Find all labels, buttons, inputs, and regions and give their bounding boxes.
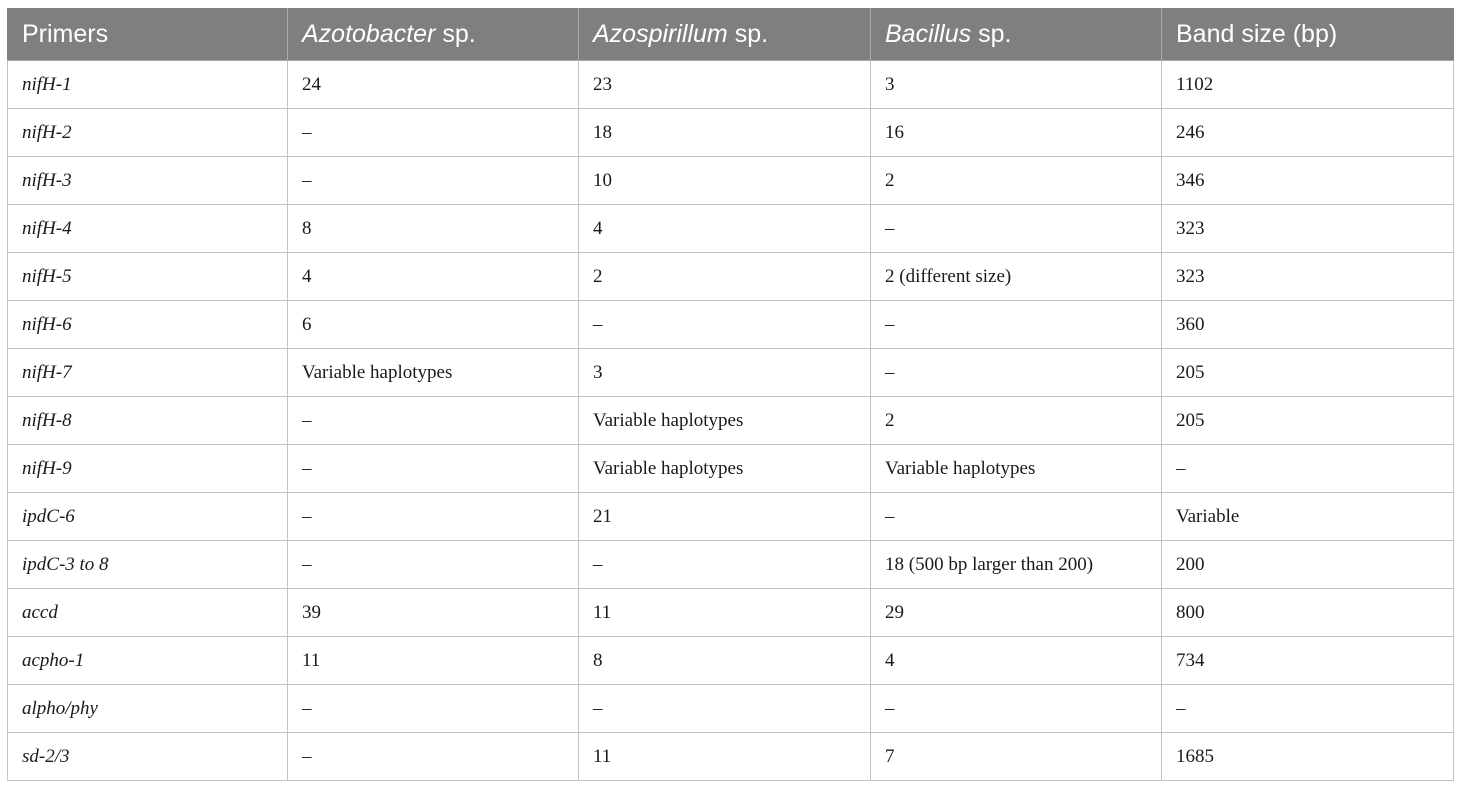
- cell-azotobacter: –: [288, 157, 579, 205]
- cell-bacillus: 4: [871, 637, 1162, 685]
- cell-band-size: 1102: [1162, 61, 1454, 109]
- cell-azotobacter: 6: [288, 301, 579, 349]
- cell-azotobacter: –: [288, 397, 579, 445]
- cell-band-size: 200: [1162, 541, 1454, 589]
- cell-primer: acpho-1: [8, 637, 288, 685]
- cell-bacillus: 3: [871, 61, 1162, 109]
- cell-primer: nifH-5: [8, 253, 288, 301]
- table-body: [8, 61, 1454, 781]
- cell-band-size: 1685: [1162, 733, 1454, 781]
- cell-azotobacter: 11: [288, 637, 579, 685]
- cell-azospirillum: 21: [579, 493, 871, 541]
- cell-azotobacter: 24: [288, 61, 579, 109]
- header-azospirillum-suffix: sp.: [727, 20, 769, 48]
- cell-bacillus: 16: [871, 109, 1162, 157]
- header-bacillus: [871, 9, 1162, 61]
- header-azospirillum-genus: Azospirillum: [593, 20, 728, 48]
- table-row: [8, 685, 1454, 733]
- cell-bacillus: –: [871, 349, 1162, 397]
- cell-band-size: 346: [1162, 157, 1454, 205]
- cell-azotobacter: –: [288, 445, 579, 493]
- cell-azotobacter: –: [288, 541, 579, 589]
- cell-primer: ipdC-6: [8, 493, 288, 541]
- header-bacillus-suffix: sp.: [971, 20, 1012, 48]
- cell-primer: nifH-2: [8, 109, 288, 157]
- cell-band-size: Variable: [1162, 493, 1454, 541]
- header-row: [8, 9, 1454, 61]
- cell-azospirillum: 2: [579, 253, 871, 301]
- cell-azospirillum: Variable haplotypes: [579, 397, 871, 445]
- header-azotobacter-genus: Azotobacter: [302, 20, 436, 48]
- header-band-size: [1162, 9, 1454, 61]
- cell-bacillus: 2: [871, 157, 1162, 205]
- table-row: [8, 157, 1454, 205]
- cell-band-size: 323: [1162, 253, 1454, 301]
- cell-azospirillum: 23: [579, 61, 871, 109]
- cell-azospirillum: 18: [579, 109, 871, 157]
- table-row: [8, 61, 1454, 109]
- cell-azospirillum: 11: [579, 733, 871, 781]
- cell-band-size: 360: [1162, 301, 1454, 349]
- header-azotobacter: [288, 9, 579, 61]
- table-row: [8, 637, 1454, 685]
- header-primers: [8, 9, 288, 61]
- cell-band-size: –: [1162, 685, 1454, 733]
- cell-azotobacter: 8: [288, 205, 579, 253]
- cell-primer: alpho/phy: [8, 685, 288, 733]
- cell-bacillus: 2 (different size): [871, 253, 1162, 301]
- cell-azotobacter: –: [288, 109, 579, 157]
- cell-primer: nifH-3: [8, 157, 288, 205]
- primer-results-table: [7, 8, 1454, 781]
- cell-azospirillum: 11: [579, 589, 871, 637]
- cell-azospirillum: 10: [579, 157, 871, 205]
- cell-azospirillum: –: [579, 685, 871, 733]
- table-row: [8, 301, 1454, 349]
- cell-band-size: 323: [1162, 205, 1454, 253]
- cell-primer: nifH-9: [8, 445, 288, 493]
- cell-azospirillum: Variable haplotypes: [579, 445, 871, 493]
- cell-azospirillum: –: [579, 301, 871, 349]
- cell-bacillus: –: [871, 301, 1162, 349]
- cell-azotobacter: –: [288, 493, 579, 541]
- table-row: [8, 253, 1454, 301]
- cell-azotobacter: –: [288, 733, 579, 781]
- table-row: [8, 733, 1454, 781]
- table-row: [8, 445, 1454, 493]
- cell-azotobacter: 39: [288, 589, 579, 637]
- cell-band-size: 246: [1162, 109, 1454, 157]
- header-band-size-label: Band size (bp): [1176, 20, 1338, 48]
- cell-azospirillum: –: [579, 541, 871, 589]
- header-bacillus-genus: Bacillus: [885, 20, 972, 48]
- cell-bacillus: 29: [871, 589, 1162, 637]
- table-row: [8, 541, 1454, 589]
- table-row: [8, 349, 1454, 397]
- cell-primer: nifH-8: [8, 397, 288, 445]
- cell-primer: accd: [8, 589, 288, 637]
- table-row: [8, 205, 1454, 253]
- cell-primer: sd-2/3: [8, 733, 288, 781]
- cell-azotobacter: –: [288, 685, 579, 733]
- data-table-container: [7, 8, 1453, 781]
- cell-primer: nifH-6: [8, 301, 288, 349]
- cell-bacillus: 7: [871, 733, 1162, 781]
- cell-bacillus: –: [871, 685, 1162, 733]
- cell-azospirillum: 3: [579, 349, 871, 397]
- cell-primer: nifH-7: [8, 349, 288, 397]
- table-row: [8, 109, 1454, 157]
- table-row: [8, 589, 1454, 637]
- cell-band-size: –: [1162, 445, 1454, 493]
- header-azospirillum: [579, 9, 871, 61]
- cell-primer: nifH-1: [8, 61, 288, 109]
- cell-bacillus: 2: [871, 397, 1162, 445]
- cell-band-size: 734: [1162, 637, 1454, 685]
- cell-band-size: 205: [1162, 349, 1454, 397]
- table-row: [8, 397, 1454, 445]
- cell-azospirillum: 8: [579, 637, 871, 685]
- cell-bacillus: –: [871, 493, 1162, 541]
- cell-primer: nifH-4: [8, 205, 288, 253]
- header-primers-label: Primers: [22, 20, 109, 48]
- cell-bacillus: Variable haplotypes: [871, 445, 1162, 493]
- header-azotobacter-suffix: sp.: [435, 20, 476, 48]
- cell-azotobacter: 4: [288, 253, 579, 301]
- cell-azotobacter: Variable haplotypes: [288, 349, 579, 397]
- cell-primer: ipdC-3 to 8: [8, 541, 288, 589]
- cell-azospirillum: 4: [579, 205, 871, 253]
- cell-band-size: 205: [1162, 397, 1454, 445]
- table-header: [8, 9, 1454, 61]
- cell-bacillus: –: [871, 205, 1162, 253]
- cell-bacillus: 18 (500 bp larger than 200): [871, 541, 1162, 589]
- table-row: [8, 493, 1454, 541]
- cell-band-size: 800: [1162, 589, 1454, 637]
